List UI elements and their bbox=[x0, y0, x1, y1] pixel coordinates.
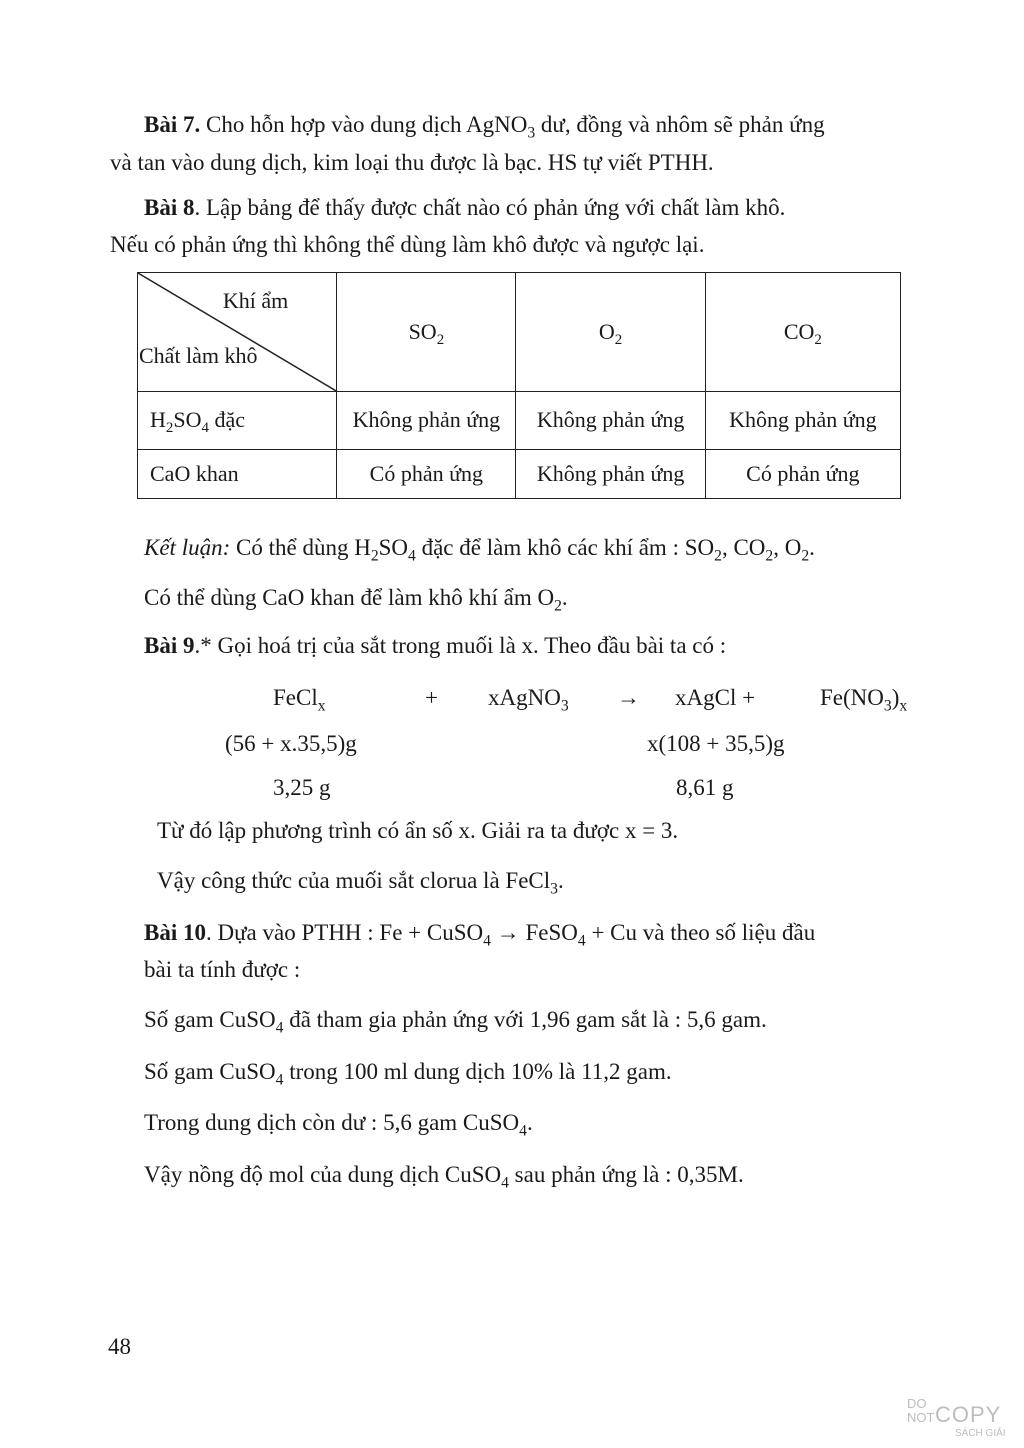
table-cell: Có phản ứng bbox=[705, 450, 900, 499]
bai10-line6: Vậy nồng độ mol của dung dịch CuSO$_4$ sau phản ứng là : 0,35M. bbox=[144, 1162, 744, 1192]
bai8-label: Bài 8 bbox=[144, 195, 195, 220]
corner-top-label: Khí ẩm bbox=[222, 288, 289, 313]
watermark-logo bbox=[907, 1397, 1007, 1439]
page-number: 48 bbox=[108, 1334, 131, 1359]
drying-agent-table bbox=[137, 272, 901, 499]
col-header-o2: $O_2$ bbox=[516, 273, 705, 392]
bai8-line2: Nếu có phản ứng thì không thể dùng làm khô được và ngược lại. bbox=[110, 232, 705, 257]
bai9-result: Vậy công thức của muối sắt clorua là FeCl$_3$. bbox=[157, 868, 564, 898]
bai7-line1: Bài 7. Cho hỗn hợp vào dung dịch AgNO$_3$ dư, đồng và nhôm sẽ phản ứng bbox=[144, 112, 825, 142]
bai10-line4: Số gam CuSO$_4$ trong 100 ml dung dịch 10% là 11,2 gam. bbox=[144, 1059, 672, 1089]
table-corner-cell bbox=[138, 273, 337, 392]
bai7-label: Bài 7. bbox=[144, 112, 201, 137]
mass1-right: x(108 + 35,5)g bbox=[647, 731, 785, 756]
bai9-intro: Bài 9.* Gọi hoá trị của sắt trong muối là x. Theo đầu bài ta có : bbox=[144, 633, 727, 658]
bai10-line5: Trong dung dịch còn dư : 5,6 gam CuSO$_4$. bbox=[144, 1110, 533, 1140]
eq-feno3: $Fe(NO_3)_x$ bbox=[820, 685, 908, 715]
eq-plus: + bbox=[425, 685, 438, 710]
conclusion-label: Kết luận: bbox=[144, 535, 231, 560]
table-cell: Không phản ứng bbox=[705, 392, 900, 450]
table-cell: Có phản ứng bbox=[337, 450, 516, 499]
row-header-h2so4: $H_2SO_4$ đặc bbox=[138, 392, 337, 450]
mass2-right: 8,61 g bbox=[676, 775, 734, 800]
conclusion-line1: Kết luận: Có thể dùng $H_2SO_4$ đặc để làm khô các khí ẩm : $SO_2$, $CO_2$, $O_2$. bbox=[144, 535, 815, 565]
eq-agno3: xAgNO$_3$ bbox=[488, 685, 569, 715]
eq-arrow: → bbox=[617, 685, 640, 710]
mass1-left: (56 + x.35,5)g bbox=[225, 731, 357, 756]
table-header-row bbox=[138, 273, 901, 392]
table-row bbox=[138, 392, 901, 450]
bai10-line1: Bài 10. Dựa vào PTHH : Fe + CuSO$_4$ → FeSO$_4$ + Cu và theo số liệu đầu bbox=[144, 920, 816, 950]
bai7-line2: và tan vào dung dịch, kim loại thu được là bạc. HS tự viết PTHH. bbox=[110, 150, 714, 175]
table-row bbox=[138, 450, 901, 499]
watermark-copy: COPY bbox=[935, 1402, 1002, 1427]
table-cell: Không phản ứng bbox=[516, 392, 705, 450]
conclusion-line2: Có thể dùng CaO khan để làm khô khí ẩm $O_2$. bbox=[144, 585, 568, 615]
watermark-do-not: DO NOT bbox=[907, 1396, 935, 1425]
bai10-label: Bài 10 bbox=[144, 920, 206, 945]
row-header-cao: CaO khan bbox=[138, 450, 337, 499]
watermark-sachgiai: SÁCH GIẢI bbox=[955, 1428, 1006, 1439]
bai9-label: Bài 9 bbox=[144, 633, 195, 658]
bai8-line1: Bài 8. Lập bảng để thấy được chất nào có phản ứng với chất làm khô. bbox=[144, 195, 786, 220]
corner-bottom-label: Chất làm khô bbox=[139, 343, 258, 369]
col-header-co2: $CO_2$ bbox=[705, 273, 900, 392]
bai10-line2: bài ta tính được : bbox=[144, 957, 301, 982]
col-header-so2: $SO_2$ bbox=[337, 273, 516, 392]
bai9-solve: Từ đó lập phương trình có ẩn số x. Giải ra ta được x = 3. bbox=[157, 818, 679, 843]
bai10-line3: Số gam CuSO$_4$ đã tham gia phản ứng với 1,96 gam sắt là : 5,6 gam. bbox=[144, 1007, 767, 1037]
table-cell: Không phản ứng bbox=[337, 392, 516, 450]
eq-fecl: FeCl$_x$ bbox=[273, 685, 326, 715]
mass2-left: 3,25 g bbox=[273, 775, 331, 800]
table-cell: Không phản ứng bbox=[516, 450, 705, 499]
eq-agcl: xAgCl + bbox=[675, 685, 756, 710]
